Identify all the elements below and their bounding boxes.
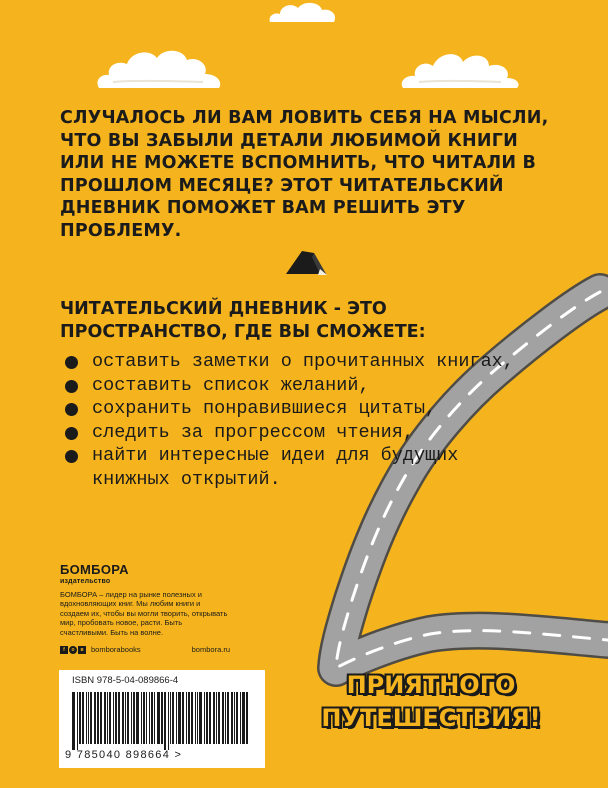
barcode-bar xyxy=(97,692,99,744)
list-item xyxy=(64,444,524,491)
barcode-bar xyxy=(94,692,96,744)
barcode-bar xyxy=(100,692,102,744)
social-icons xyxy=(60,645,141,654)
barcode-bar xyxy=(164,692,166,750)
barcode-bar xyxy=(182,692,184,744)
barcode-bar xyxy=(209,692,211,744)
vk-icon: в xyxy=(78,646,86,654)
barcode-bar xyxy=(213,692,215,744)
barcode-bar xyxy=(157,692,160,744)
barcode-icon xyxy=(70,692,254,750)
barcode-bar xyxy=(90,692,92,744)
barcode-bar xyxy=(86,692,87,744)
bullet-dot-icon xyxy=(65,403,78,416)
isbn-text: ISBN 978-5-04-089866-4 xyxy=(72,675,179,686)
barcode-bar xyxy=(170,692,171,744)
barcode-bar xyxy=(125,692,126,744)
barcode-bar xyxy=(143,692,145,744)
barcode-bar xyxy=(146,692,147,744)
barcode-bar xyxy=(225,692,226,744)
barcode-digits: 9 785040 898664 > xyxy=(65,749,183,761)
barcode-bar xyxy=(216,692,217,744)
list-item xyxy=(64,397,524,421)
list-item-text: составить список желаний, xyxy=(92,374,370,396)
bullet-dot-icon xyxy=(65,380,78,393)
bullet-dot-icon xyxy=(65,356,78,369)
barcode-bar xyxy=(168,692,169,750)
list-item-text: следить за прогрессом чтения, xyxy=(92,421,414,443)
barcode-bar xyxy=(154,692,155,744)
barcode-bar xyxy=(118,692,120,744)
barcode-bar xyxy=(195,692,196,744)
barcode-bar xyxy=(133,692,135,744)
publisher-description: БОМБОРА – лидер на рынке полезных и вдохновляющих книг. Мы любим книги и создаем их, чтобы вы могли творить, открывать мир, пробовать новое, расти. Быть счастливыми. Быть на волне. xyxy=(60,590,228,637)
publisher-social-row xyxy=(60,645,230,654)
barcode-bar xyxy=(136,692,139,744)
barcode-bar xyxy=(161,692,163,744)
book-tent-icon xyxy=(284,247,328,277)
barcode-bar xyxy=(188,692,190,744)
barcode-bar xyxy=(236,692,238,744)
intro-paragraph: СЛУЧАЛОСЬ ЛИ ВАМ ЛОВИТЬ СЕБЯ НА МЫСЛИ, ЧТО ВЫ ЗАБЫЛИ ДЕТАЛИ ЛЮБИМОЙ КНИГИ ИЛИ НЕ МОЖЕТЕ ВСПОМНИТЬ, ЧТО ЧИТАЛИ В ПРОШЛОМ МЕСЯЦЕ? ЭТОТ ЧИТАТЕЛЬСКИЙ ДНЕВНИК ПОМОЖЕТ ВАМ РЕШИТЬ ЭТУ ПРОБЛЕМУ. xyxy=(60,108,549,241)
barcode-bar xyxy=(72,692,75,750)
list-item-text: сохранить понравившиеся цитаты, xyxy=(92,398,437,419)
barcode-bar xyxy=(246,692,248,744)
farewell-text xyxy=(304,669,558,735)
barcode-bar xyxy=(242,692,245,744)
barcode-bar xyxy=(82,692,84,744)
barcode-box xyxy=(59,670,265,768)
barcode-bar xyxy=(227,692,229,744)
farewell-line-2: ПУТЕШЕСТВИЯ! xyxy=(321,704,541,732)
feature-list xyxy=(64,350,524,491)
barcode-bar xyxy=(107,692,108,744)
list-item-text: найти интересные идеи для будущих книжных открытий. xyxy=(92,445,459,490)
social-handle: bomborabooks xyxy=(91,645,141,655)
list-item xyxy=(64,421,524,445)
barcode-bar xyxy=(79,692,81,744)
barcode-bar xyxy=(186,692,187,744)
publisher-block xyxy=(60,563,230,654)
barcode-bar xyxy=(240,692,241,744)
barcode-bar xyxy=(151,692,153,744)
barcode-bar xyxy=(199,692,202,744)
facebook-icon: f xyxy=(60,646,68,654)
list-title: ЧИТАТЕЛЬСКИЙ ДНЕВНИК - ЭТО ПРОСТРАНСТВО, ГДЕ ВЫ СМОЖЕТЕ: xyxy=(60,299,426,342)
list-item-text: оставить заметки о прочитанных книгах, xyxy=(92,351,514,372)
publisher-logo: БОМБОРА xyxy=(60,562,129,577)
barcode-bar xyxy=(234,692,235,744)
barcode-bar xyxy=(77,692,78,750)
publisher-sublabel: издательство xyxy=(60,578,111,585)
barcode-bar xyxy=(176,692,177,744)
barcode-bar xyxy=(204,692,205,744)
barcode-bar xyxy=(222,692,224,744)
barcode-bar xyxy=(206,692,208,744)
bullet-dot-icon xyxy=(65,450,78,463)
barcode-bar xyxy=(104,692,106,744)
barcode-bar xyxy=(127,692,129,744)
farewell-line-1: ПРИЯТНОГО xyxy=(346,671,516,699)
barcode-bar xyxy=(115,692,117,744)
barcode-bar xyxy=(122,692,124,744)
list-item xyxy=(64,374,524,398)
barcode-bar xyxy=(88,692,89,744)
barcode-bar xyxy=(231,692,233,744)
barcode-bar xyxy=(149,692,150,744)
barcode-bar xyxy=(141,692,142,744)
barcode-bar xyxy=(109,692,111,744)
list-item xyxy=(64,350,524,374)
barcode-bar xyxy=(113,692,114,744)
barcode-bar xyxy=(191,692,193,744)
barcode-bar xyxy=(131,692,132,744)
barcode-bar xyxy=(197,692,198,744)
publisher-website: bombora.ru xyxy=(191,645,230,655)
barcode-bar xyxy=(172,692,174,744)
barcode-bar xyxy=(218,692,220,744)
barcode-bar xyxy=(178,692,181,744)
bullet-dot-icon xyxy=(65,427,78,440)
instagram-icon: o xyxy=(69,646,77,654)
